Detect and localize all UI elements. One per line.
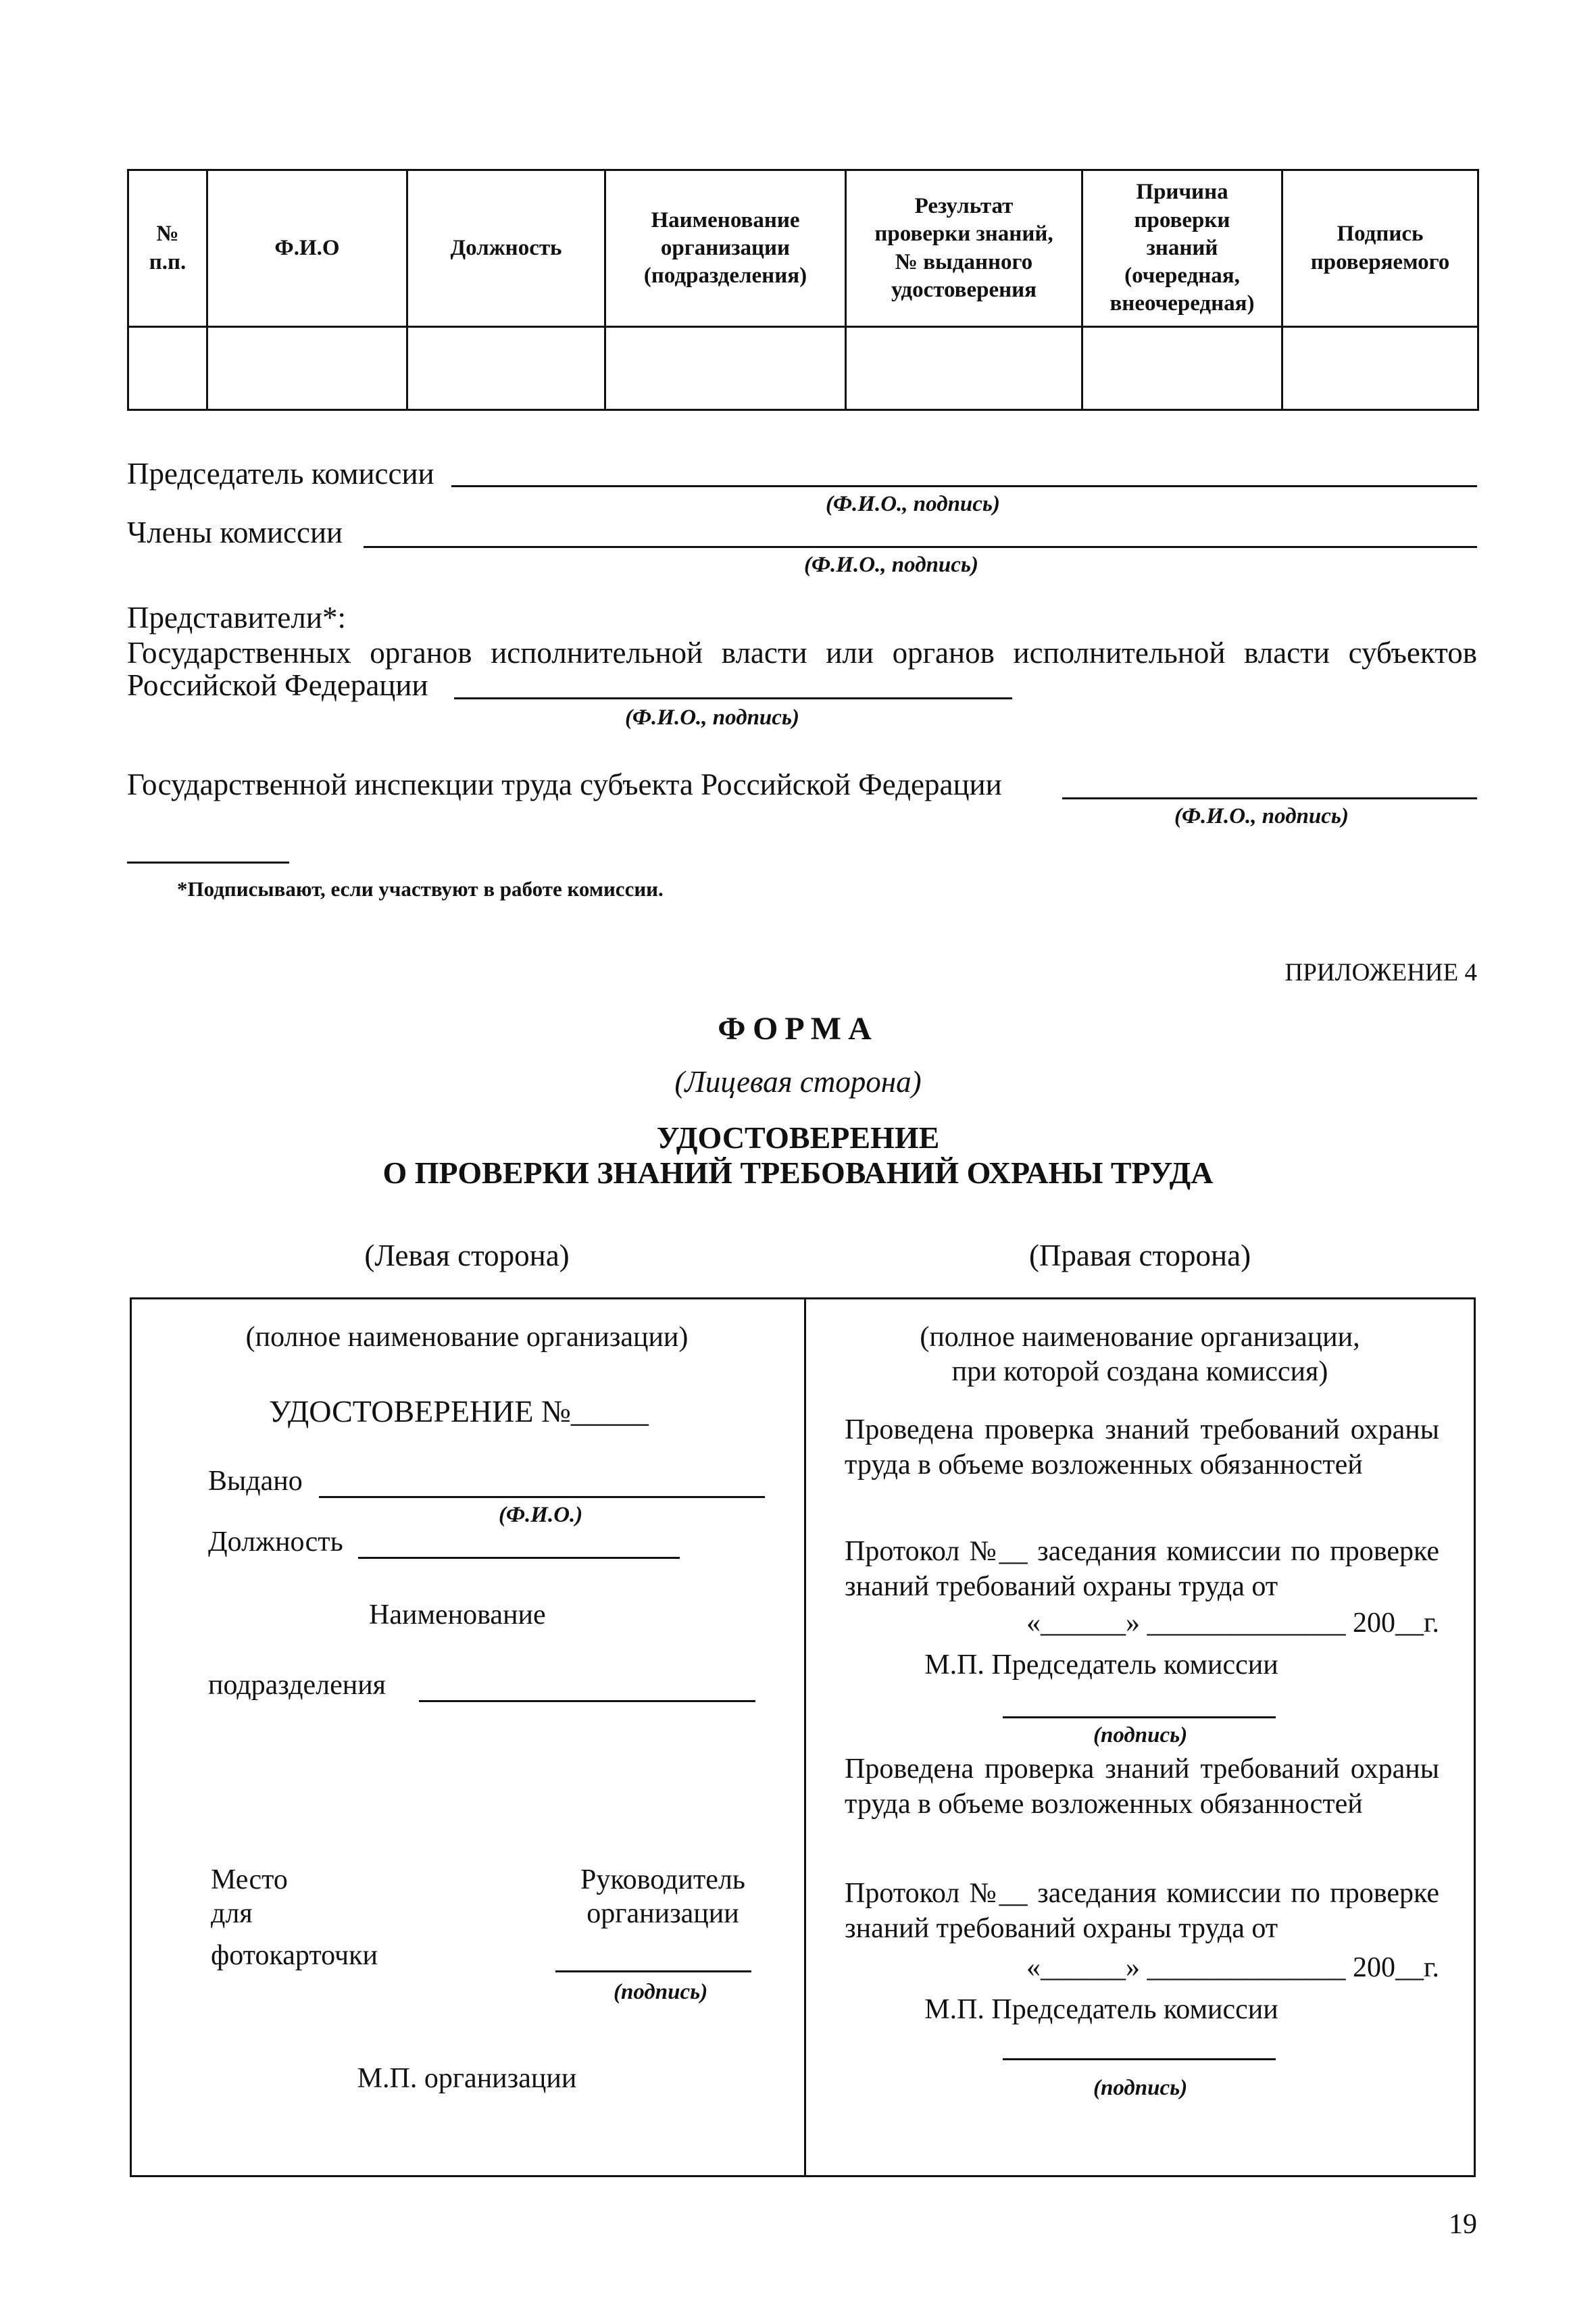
chairman-signature-line[interactable] <box>451 485 1477 487</box>
division-line[interactable] <box>419 1700 755 1702</box>
protocol-text-2: Протокол №__ заседания комиссии по проверке знаний требований охраны труда от <box>845 1878 1439 1944</box>
header-fio: Ф.И.О <box>207 170 407 327</box>
table-cell[interactable] <box>1082 327 1282 410</box>
right-org-line2: при которой создана комиссия) <box>951 1356 1328 1387</box>
header-signature: Подпись проверяемого <box>1282 170 1478 327</box>
gov-bodies-signature-line[interactable] <box>454 697 1012 699</box>
header-result: Результат проверки знаний, № выданного удостоверения <box>846 170 1082 327</box>
table-cell[interactable] <box>407 327 605 410</box>
labor-inspection-label: Государственной инспекции труда субъекта Российской Федерации <box>127 768 1002 801</box>
table-header-row <box>128 170 1478 327</box>
table-cell[interactable] <box>846 327 1082 410</box>
labor-inspection-signature-line[interactable] <box>1062 797 1477 799</box>
head-label-line2: организации <box>587 1898 739 1929</box>
form-title: ФОРМА <box>718 1011 878 1047</box>
table-cell[interactable] <box>1282 327 1478 410</box>
date-line-2: «______» ______________ 200__г. <box>1026 1952 1439 1983</box>
members-label: Члены комиссии <box>127 516 343 549</box>
date-line-1: «______» ______________ 200__г. <box>1026 1608 1439 1639</box>
appendix-label: ПРИЛОЖЕНИЕ 4 <box>1285 959 1477 987</box>
footnote: *Подписывают, если участвуют в работе комиссии. <box>177 877 664 901</box>
position-line[interactable] <box>358 1557 680 1559</box>
chairman-label: Председатель комиссии <box>127 457 434 491</box>
table-row <box>128 327 1478 410</box>
gov-bodies-hint: (Ф.И.О., подпись) <box>625 705 800 730</box>
sign-hint-1: (подпись) <box>1093 1723 1188 1747</box>
right-side-label: (Правая сторона) <box>1028 1239 1251 1272</box>
header-number: № п.п. <box>128 170 207 327</box>
footnote-separator <box>127 862 289 864</box>
sign-hint-2: (подпись) <box>1093 2076 1188 2100</box>
right-org-line1: (полное наименование организации, <box>920 1322 1360 1353</box>
header-organization: Наименование организации (подразделения) <box>605 170 846 327</box>
cert-title-line2: О ПРОВЕРКИ ЗНАНИЙ ТРЕБОВАНИЙ ОХРАНЫ ТРУДА <box>382 1155 1214 1190</box>
photo-label-line1: Место <box>211 1864 288 1895</box>
chairman-hint: (Ф.И.О., подпись) <box>826 492 1001 516</box>
certificate-divider <box>804 1297 806 2177</box>
photo-label-line2: для <box>211 1898 253 1929</box>
gov-bodies-line2: Российской Федерации <box>127 668 428 702</box>
fio-hint: (Ф.И.О.) <box>499 1503 583 1527</box>
head-label-line1: Руководитель <box>580 1864 745 1895</box>
protocol-text-1: Протокол №__ заседания комиссии по проверке знаний требований охраны труда от <box>845 1536 1439 1602</box>
labor-inspection-hint: (Ф.И.О., подпись) <box>1174 804 1349 828</box>
representatives-label: Представители*: <box>127 601 346 634</box>
form-side: (Лицевая сторона) <box>674 1065 922 1099</box>
cert-title-line1: УДОСТОВЕРЕНИЕ <box>656 1120 940 1155</box>
page-number: 19 <box>1449 2209 1477 2240</box>
table-cell[interactable] <box>605 327 846 410</box>
chairman-stamp-2: М.П. Председатель комиссии <box>924 1994 1278 2025</box>
left-stamp: М.П. организации <box>357 2063 577 2094</box>
chairman-signature-line-1[interactable] <box>1003 1716 1276 1718</box>
division-label: подразделения <box>208 1670 386 1701</box>
name-label: Наименование <box>369 1599 546 1631</box>
position-label: Должность <box>208 1526 343 1558</box>
check-text-2: Проведена проверка знаний требований охраны труда в объеме возложенных обязанностей <box>845 1753 1439 1820</box>
chairman-signature-line-2[interactable] <box>1003 2058 1276 2060</box>
check-text-1: Проведена проверка знаний требований охраны труда в объеме возложенных обязанностей <box>845 1414 1439 1480</box>
members-hint: (Ф.И.О., подпись) <box>804 553 979 577</box>
issued-label: Выдано <box>208 1466 303 1497</box>
left-cert-number: УДОСТОВЕРЕНИЕ №_____ <box>269 1394 649 1428</box>
results-table <box>127 169 1479 411</box>
head-sign-hint: (подпись) <box>614 1980 708 2004</box>
members-signature-line[interactable] <box>364 546 1477 548</box>
header-reason: Причина проверки знаний (очередная, внеочередная) <box>1082 170 1282 327</box>
header-position: Должность <box>407 170 605 327</box>
table-cell[interactable] <box>207 327 407 410</box>
table-cell[interactable] <box>128 327 207 410</box>
chairman-stamp-1: М.П. Председатель комиссии <box>924 1649 1278 1681</box>
head-signature-line[interactable] <box>555 1970 751 1972</box>
gov-bodies-line1: Государственных органов исполнительной власти или органов исполнительной власти субъектов <box>127 636 1477 670</box>
issued-line[interactable] <box>319 1496 765 1498</box>
left-side-label: (Левая сторона) <box>364 1239 570 1272</box>
left-org-name: (полное наименование организации) <box>245 1322 689 1353</box>
photo-label-line3: фотокарточки <box>211 1940 378 1971</box>
